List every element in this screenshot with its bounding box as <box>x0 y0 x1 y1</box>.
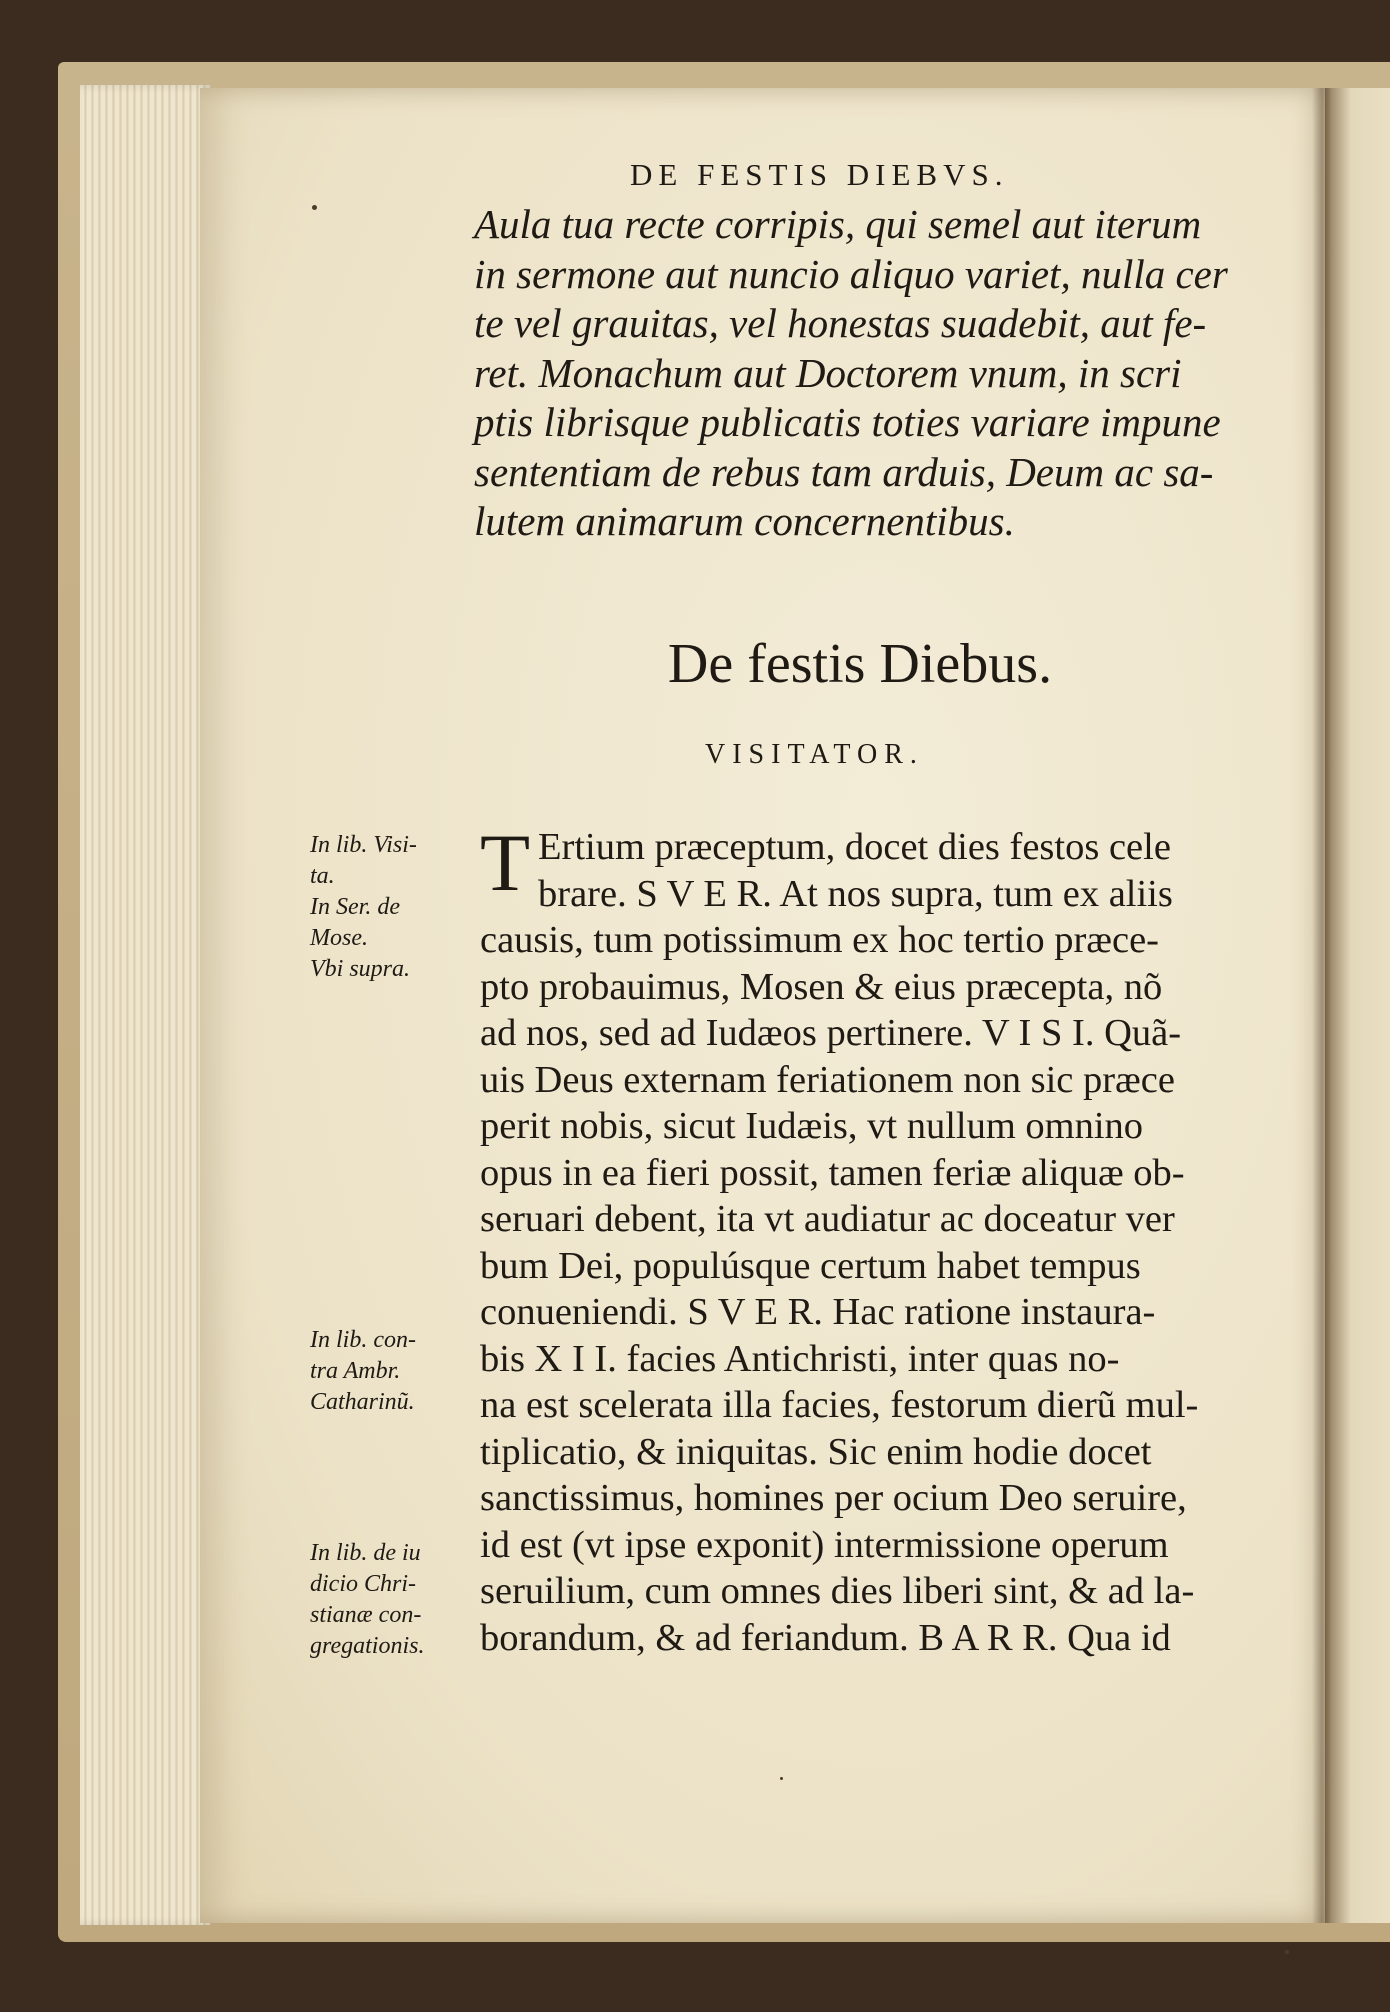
margin-note-line: Mose. <box>310 925 368 951</box>
body-line: conueniendi. S V E R. Hac ratione instaura- <box>480 1291 1156 1333</box>
running-head: DE FESTIS DIEBVS. <box>630 157 1009 192</box>
margin-note <box>310 1538 470 1662</box>
margin-note-line: In lib. con- <box>310 1327 416 1353</box>
body-line: tiplicatio, & iniquitas. Sic enim hodie docet <box>480 1430 1152 1473</box>
margin-note-line: Vbi supra. <box>310 956 411 982</box>
body-line: borandum, & ad feriandum. B A R R. Qua id <box>480 1616 1171 1659</box>
body-line: pto probauimus, Mosen & eius præcepta, nõ <box>480 965 1163 1008</box>
margin-note-line: tra Ambr. <box>310 1358 401 1384</box>
body-line: Ertium præceptum, docet dies festos cele <box>538 826 1171 868</box>
body-line: opus in ea fieri possit, tamen feriæ aliquæ ob- <box>480 1151 1185 1194</box>
italic-line: Aula tua recte corripis, qui semel aut iterum <box>474 201 1202 247</box>
italic-line: te vel grauitas, vel honestas suadebit, aut fe- <box>474 300 1207 346</box>
margin-note-line: ta. <box>310 863 335 889</box>
body-line: uis Deus externam feriationem non sic præce <box>480 1058 1175 1101</box>
margin-note <box>310 1325 470 1418</box>
body-line: bis X I I. facies Antichristi, inter quas no- <box>480 1337 1120 1380</box>
body-line: na est scelerata illa facies, festorum dierũ mul- <box>480 1384 1199 1426</box>
margin-note-line: In lib. de iu <box>310 1540 421 1566</box>
body-line: brare. S V E R. At nos supra, tum ex aliis <box>538 872 1173 915</box>
italic-line: sententiam de rebus tam arduis, Deum ac sa- <box>474 448 1214 495</box>
margin-note-line: gregationis. <box>310 1633 425 1659</box>
margin-note-line: In lib. Visi- <box>310 832 417 858</box>
margin-note-line: In Ser. de <box>310 894 400 920</box>
margin-note-line: dicio Chri- <box>310 1571 416 1597</box>
body-line: causis, tum potissimum ex hoc tertio præce- <box>480 919 1159 961</box>
italic-line: lutem animarum concernentibus. <box>474 498 1015 544</box>
drop-cap: T <box>480 817 531 908</box>
margin-note-line: stianæ con- <box>310 1602 422 1628</box>
body-line: sanctissimus, homines per ocium Deo seruire, <box>480 1477 1187 1519</box>
ink-speck <box>780 1777 783 1780</box>
italic-line: ptis librisque publicatis toties variare impune <box>474 399 1221 445</box>
italic-passage <box>474 200 1294 547</box>
body-line: seruari debent, ita vt audiatur ac doceatur ver <box>480 1198 1175 1240</box>
body-line: id est (vt ipse exponit) intermissione operum <box>480 1523 1169 1566</box>
facing-page-edge <box>1325 88 1390 1923</box>
ink-speck <box>1285 1950 1289 1954</box>
body-line: seruilium, cum omnes dies liberi sint, & ad la- <box>480 1570 1195 1612</box>
ink-speck <box>312 205 317 210</box>
page-edges <box>80 85 210 1925</box>
margin-note <box>310 830 470 985</box>
body-line: perit nobis, sicut Iudæis, vt nullum omnino <box>480 1105 1144 1147</box>
speaker-label: VISITATOR. <box>705 739 924 770</box>
section-heading: De festis Diebus. <box>667 633 1053 695</box>
italic-line: ret. Monachum aut Doctorem vnum, in scri <box>474 349 1182 396</box>
italic-line: in sermone aut nuncio aliquo variet, nulla cer <box>474 250 1228 297</box>
body-text <box>480 817 1290 1661</box>
margin-note-line: Catharinũ. <box>310 1389 415 1415</box>
body-line: ad nos, sed ad Iudæos pertinere. V I S I. Quã- <box>480 1012 1182 1054</box>
page-gutter <box>1312 88 1332 1923</box>
body-line: bum Dei, populúsque certum habet tempus <box>480 1244 1141 1287</box>
